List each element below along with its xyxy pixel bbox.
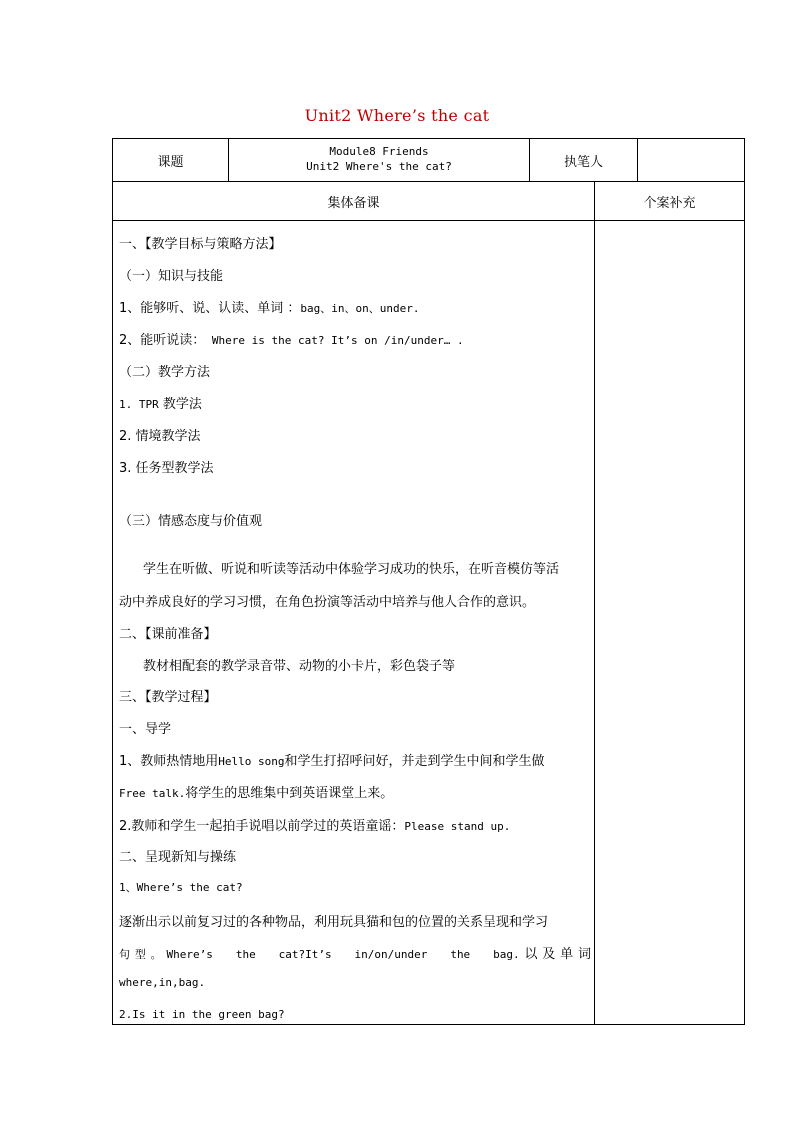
practice-item1-words-label: 以及单词 <box>519 947 591 962</box>
subsection-knowledge-skills: （一）知识与技能 <box>119 269 224 284</box>
practice-item1-pattern: 句型。Where’s the cat?It’s in/on/under the bag. <box>119 948 520 961</box>
objective-sentence <box>119 329 591 348</box>
subsection-teaching-methods: （二）教学方法 <box>119 365 211 380</box>
document-title: Unit2 Where’s the cat <box>304 106 490 125</box>
attitude-paragraph-line1: 学生在听做、听说和听读等活动中体验学习成功的快乐，在听音模仿等活 <box>143 562 560 577</box>
practice-item1-title-text: 1、Where’s the cat? <box>119 881 243 894</box>
topic-unit: Unit2 Where's the cat? <box>306 160 452 173</box>
objective-sentence-text: 2、能听说读： <box>119 333 206 348</box>
objective-vocabulary-words: bag、in、on、under. <box>300 302 420 315</box>
lead-in-item1-line1 <box>119 750 591 769</box>
lead-in-item2 <box>119 815 591 834</box>
supplement-divider <box>594 181 595 1024</box>
header-row-divider <box>113 181 744 182</box>
topic-label: 课题 <box>157 155 184 170</box>
method-tpr-code: 1. TPR <box>119 398 159 411</box>
attitude-paragraph-line2: 动中养成良好的学习习惯，在角色扮演等活动中培养与他人合作的意识。 <box>119 595 536 610</box>
practice-item2-title <box>119 1007 591 1022</box>
practice-item1-desc-line3 <box>119 975 591 990</box>
step-present-practice-heading: 二、呈现新知与操练 <box>119 850 237 865</box>
lead-in-item1-text-a: 1、教师热情地用 <box>119 754 219 769</box>
objective-sentence-pattern: Where is the cat? It’s on /in/under… . <box>205 334 464 347</box>
section-process-heading: 三、【教学过程】 <box>119 690 217 705</box>
lead-in-item2-text: 2.教师和学生一起拍手说唱以前学过的英语童谣： <box>119 819 405 834</box>
lead-in-item2-chant: Please stand up. <box>404 820 511 833</box>
lead-in-item1-line2 <box>119 782 591 801</box>
objective-vocabulary-text: 1、能够听、说、认读、单词 ： <box>119 301 301 316</box>
subsection-attitude-values: （三）情感态度与价值观 <box>119 514 263 529</box>
lead-in-item1-text-c: 将学生的思维集中到英语课堂上来。 <box>185 786 394 801</box>
section-preparation-heading: 二、【课前准备】 <box>119 627 217 642</box>
preparation-materials: 教材相配套的教学录音带、动物的小卡片，彩色袋子等 <box>143 659 456 674</box>
practice-item1-desc-line2 <box>119 943 591 962</box>
lead-in-item1-text-b: 和学生打招呼问好，并走到学生中间和学生做 <box>284 754 545 769</box>
method-task-based: 3. 任务型教学法 <box>119 461 214 476</box>
subheader-row-divider <box>113 220 744 221</box>
individual-supplement-label: 个案补充 <box>643 196 696 211</box>
practice-item1-desc-line1: 逐渐出示以前复习过的各种物品，利用玩具猫和包的位置的关系呈现和学习 <box>119 915 549 930</box>
collective-prep-label: 集体备课 <box>327 196 380 211</box>
step-lead-in-heading: 一、导学 <box>119 722 172 737</box>
practice-item2-title-text: 2.Is it in the green bag? <box>119 1008 285 1021</box>
section-objectives-heading: 一、【教学目标与策略方法】 <box>119 237 282 252</box>
method-tpr <box>119 393 591 412</box>
author-divider <box>637 139 638 181</box>
topic-value <box>229 144 529 174</box>
method-situational: 2. 情境教学法 <box>119 429 201 444</box>
method-tpr-text: 教学法 <box>162 397 202 412</box>
practice-item1-title <box>119 879 591 895</box>
lead-in-free-talk: Free talk. <box>119 787 186 800</box>
author-label: 执笔人 <box>563 155 603 170</box>
lesson-plan-table <box>112 138 745 1025</box>
topic-module: Module8 Friends <box>329 145 429 158</box>
practice-item1-words: where,in,bag. <box>119 976 206 989</box>
lead-in-item1-song: Hello song <box>218 755 285 768</box>
objective-vocabulary <box>119 297 591 316</box>
